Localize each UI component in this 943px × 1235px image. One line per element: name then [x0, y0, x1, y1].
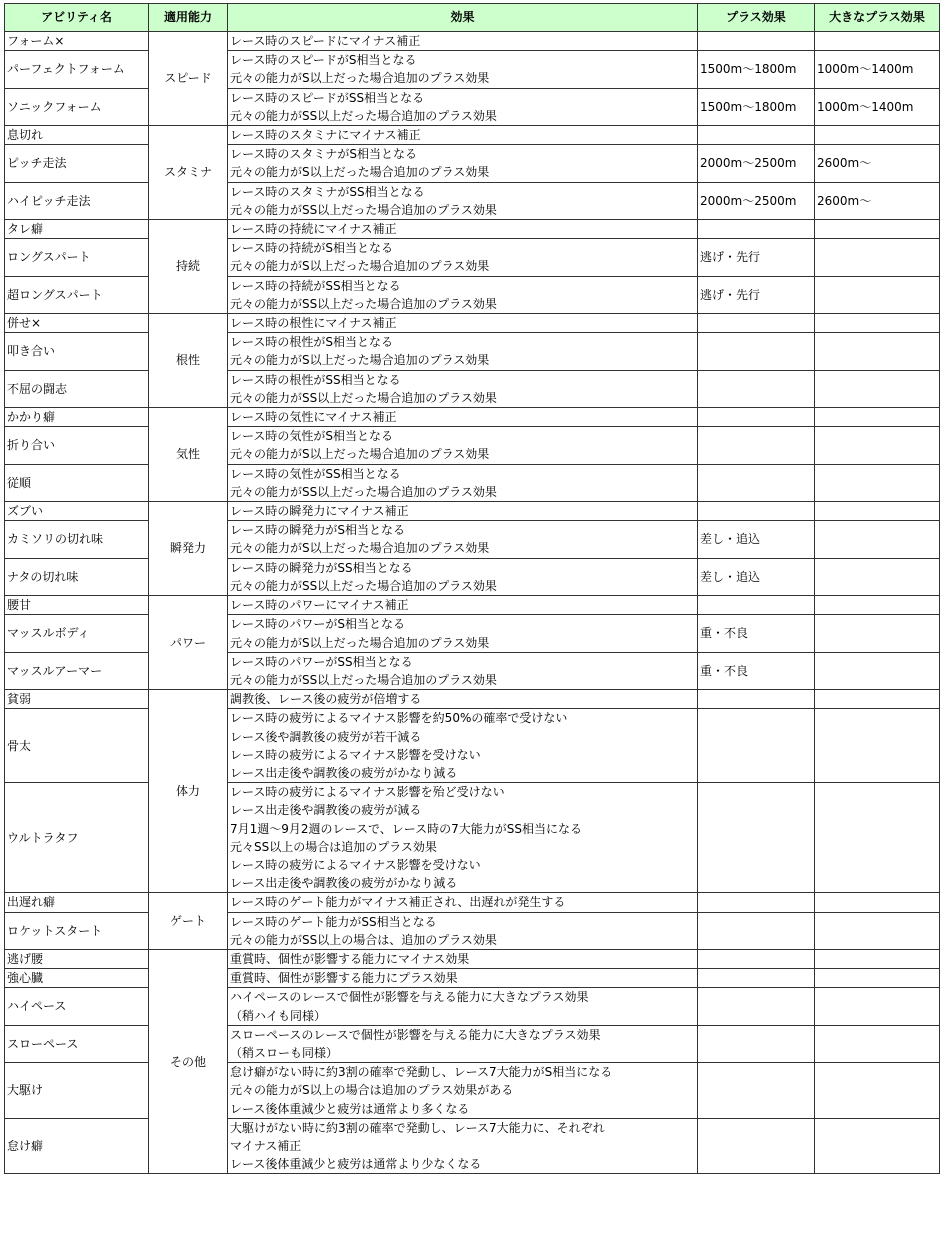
effect-text: レース時のゲート能力がSS相当となる 元々の能力がSS以上の場合は、追加のプラス効果 — [228, 912, 698, 949]
table-row — [5, 276, 940, 313]
plus-effect: 差し・追込 — [698, 521, 815, 558]
applied-ability: 体力 — [149, 690, 228, 893]
table-row — [5, 596, 940, 615]
table-row — [5, 51, 940, 88]
effect-text: レース時のスタミナがSS相当となる 元々の能力がSS以上だった場合追加のプラス効果 — [228, 182, 698, 219]
ability-name: ソニックフォーム — [5, 88, 149, 125]
ability-name: 腰甘 — [5, 596, 149, 615]
big-plus-effect — [815, 558, 940, 595]
ability-name: パーフェクトフォーム — [5, 51, 149, 88]
big-plus-effect — [815, 1025, 940, 1062]
effect-text: レース時の疲労によるマイナス影響を約50%の確率で受けない レース後や調教後の疲労が若干減る レース時の疲労によるマイナス影響を受けない レース出走後や調教後の疲労がかなり減る — [228, 709, 698, 783]
table-row — [5, 502, 940, 521]
big-plus-effect: 2600m～ — [815, 145, 940, 182]
plus-effect — [698, 969, 815, 988]
table-row — [5, 912, 940, 949]
plus-effect — [698, 333, 815, 370]
ability-name: ウルトラタフ — [5, 783, 149, 893]
big-plus-effect: 1000m～1400m — [815, 88, 940, 125]
big-plus-effect — [815, 464, 940, 501]
table-row — [5, 464, 940, 501]
plus-effect — [698, 464, 815, 501]
table-row — [5, 709, 940, 783]
table-row — [5, 314, 940, 333]
big-plus-effect — [815, 709, 940, 783]
big-plus-effect — [815, 502, 940, 521]
big-plus-effect — [815, 239, 940, 276]
applied-ability: 瞬発力 — [149, 502, 228, 596]
ability-name: ロングスパート — [5, 239, 149, 276]
table-row — [5, 182, 940, 219]
big-plus-effect — [815, 220, 940, 239]
table-row — [5, 949, 940, 968]
plus-effect — [698, 1118, 815, 1174]
big-plus-effect — [815, 32, 940, 51]
table-row — [5, 239, 940, 276]
ability-name: マッスルアーマー — [5, 652, 149, 689]
big-plus-effect — [815, 370, 940, 407]
effect-text: レース時のパワーにマイナス補正 — [228, 596, 698, 615]
table-row — [5, 1063, 940, 1119]
effect-text: 大駆けがない時に約3割の確率で発動し、レース7大能力に、それぞれ マイナス補正 レース後体重減少と疲労は通常より少なくなる — [228, 1118, 698, 1174]
ability-name: 大駆け — [5, 1063, 149, 1119]
ability-name: ズブい — [5, 502, 149, 521]
plus-effect: 2000m～2500m — [698, 145, 815, 182]
applied-ability: スタミナ — [149, 126, 228, 220]
plus-effect — [698, 893, 815, 912]
ability-name: フォーム× — [5, 32, 149, 51]
table-row — [5, 615, 940, 652]
big-plus-effect — [815, 783, 940, 893]
effect-text: 調教後、レース後の疲労が倍増する — [228, 690, 698, 709]
plus-effect — [698, 370, 815, 407]
table-row — [5, 145, 940, 182]
big-plus-effect — [815, 596, 940, 615]
effect-text: レース時のスピードがS相当となる 元々の能力がS以上だった場合追加のプラス効果 — [228, 51, 698, 88]
header-row — [5, 4, 940, 32]
big-plus-effect — [815, 615, 940, 652]
effect-text: レース時の根性がSS相当となる 元々の能力がSS以上だった場合追加のプラス効果 — [228, 370, 698, 407]
plus-effect — [698, 1063, 815, 1119]
table-row — [5, 690, 940, 709]
plus-effect — [698, 709, 815, 783]
plus-effect — [698, 126, 815, 145]
effect-text: レース時の気性がS相当となる 元々の能力がS以上だった場合追加のプラス効果 — [228, 427, 698, 464]
plus-effect — [698, 408, 815, 427]
ability-name: 出遅れ癖 — [5, 893, 149, 912]
ability-name: ロケットスタート — [5, 912, 149, 949]
applied-ability: パワー — [149, 596, 228, 690]
effect-text: レース時の瞬発力にマイナス補正 — [228, 502, 698, 521]
table-row — [5, 988, 940, 1025]
effect-text: 重賞時、個性が影響する能力にマイナス効果 — [228, 949, 698, 968]
plus-effect: 1500m～1800m — [698, 51, 815, 88]
big-plus-effect: 2600m～ — [815, 182, 940, 219]
big-plus-effect — [815, 333, 940, 370]
applied-ability: スピード — [149, 32, 228, 126]
ability-name: ナタの切れ味 — [5, 558, 149, 595]
effect-text: レース時のパワーがSS相当となる 元々の能力がSS以上だった場合追加のプラス効果 — [228, 652, 698, 689]
table-row — [5, 427, 940, 464]
ability-rows — [5, 32, 940, 1174]
effect-text: レース時のスタミナがS相当となる 元々の能力がS以上だった場合追加のプラス効果 — [228, 145, 698, 182]
ability-name: 併せ× — [5, 314, 149, 333]
table-row — [5, 88, 940, 125]
header-effect: 効果 — [228, 4, 698, 32]
header-applied-ability: 適用能力 — [149, 4, 228, 32]
effect-text: レース時のスピードにマイナス補正 — [228, 32, 698, 51]
applied-ability: 持続 — [149, 220, 228, 314]
big-plus-effect — [815, 126, 940, 145]
table-row — [5, 126, 940, 145]
applied-ability: 気性 — [149, 408, 228, 502]
effect-text: レース時のゲート能力がマイナス補正され、出遅れが発生する — [228, 893, 698, 912]
big-plus-effect — [815, 427, 940, 464]
effect-text: レース時の疲労によるマイナス影響を殆ど受けない レース出走後や調教後の疲労が減る 7月1週～9月2週のレースで、レース時の7大能力がSS相当になる 元々SS以上の場合は追加のプラス効果 レース時の疲労によるマイナス影響を受けない レース出走後や調教後の疲労がかなり減る — [228, 783, 698, 893]
ability-name: ピッチ走法 — [5, 145, 149, 182]
plus-effect — [698, 220, 815, 239]
ability-name: 折り合い — [5, 427, 149, 464]
plus-effect: 2000m～2500m — [698, 182, 815, 219]
plus-effect: 重・不良 — [698, 615, 815, 652]
effect-text: レース時の持続にマイナス補正 — [228, 220, 698, 239]
effect-text: 重賞時、個性が影響する能力にプラス効果 — [228, 969, 698, 988]
effect-text: スローペースのレースで個性が影響を与える能力に大きなプラス効果 （稍スローも同様） — [228, 1025, 698, 1062]
big-plus-effect — [815, 969, 940, 988]
table-row — [5, 652, 940, 689]
big-plus-effect — [815, 408, 940, 427]
plus-effect: 重・不良 — [698, 652, 815, 689]
header-plus-effect: プラス効果 — [698, 4, 815, 32]
big-plus-effect — [815, 652, 940, 689]
ability-name: マッスルボディ — [5, 615, 149, 652]
table-row — [5, 1118, 940, 1174]
ability-name: 骨太 — [5, 709, 149, 783]
effect-text: レース時の瞬発力がSS相当となる 元々の能力がSS以上だった場合追加のプラス効果 — [228, 558, 698, 595]
ability-name: 息切れ — [5, 126, 149, 145]
effect-text: レース時の持続がS相当となる 元々の能力がS以上だった場合追加のプラス効果 — [228, 239, 698, 276]
ability-name: かかり癖 — [5, 408, 149, 427]
big-plus-effect — [815, 1118, 940, 1174]
effect-text: レース時の瞬発力がS相当となる 元々の能力がS以上だった場合追加のプラス効果 — [228, 521, 698, 558]
plus-effect — [698, 427, 815, 464]
table-row — [5, 333, 940, 370]
plus-effect — [698, 988, 815, 1025]
table-row — [5, 558, 940, 595]
plus-effect — [698, 596, 815, 615]
effect-text: 怠け癖がない時に約3割の確率で発動し、レース7大能力がS相当になる 元々の能力がS以上の場合は追加のプラス効果がある レース後体重減少と疲労は通常より多くなる — [228, 1063, 698, 1119]
big-plus-effect — [815, 1063, 940, 1119]
table-row — [5, 783, 940, 893]
applied-ability: ゲート — [149, 893, 228, 950]
plus-effect — [698, 949, 815, 968]
ability-name: 叩き合い — [5, 333, 149, 370]
plus-effect — [698, 912, 815, 949]
ability-name: ハイペース — [5, 988, 149, 1025]
big-plus-effect — [815, 893, 940, 912]
effect-text: レース時のパワーがS相当となる 元々の能力がS以上だった場合追加のプラス効果 — [228, 615, 698, 652]
table-row — [5, 893, 940, 912]
effect-text: レース時の気性にマイナス補正 — [228, 408, 698, 427]
effect-text: ハイペースのレースで個性が影響を与える能力に大きなプラス効果 （稍ハイも同様） — [228, 988, 698, 1025]
table-row — [5, 220, 940, 239]
big-plus-effect — [815, 314, 940, 333]
big-plus-effect — [815, 949, 940, 968]
big-plus-effect — [815, 521, 940, 558]
ability-name: 従順 — [5, 464, 149, 501]
effect-text: レース時の根性にマイナス補正 — [228, 314, 698, 333]
effect-text: レース時の根性がS相当となる 元々の能力がS以上だった場合追加のプラス効果 — [228, 333, 698, 370]
ability-name: 貧弱 — [5, 690, 149, 709]
table-row — [5, 969, 940, 988]
ability-table — [4, 3, 940, 1174]
ability-name: スローペース — [5, 1025, 149, 1062]
applied-ability: 根性 — [149, 314, 228, 408]
big-plus-effect — [815, 276, 940, 313]
plus-effect — [698, 690, 815, 709]
effect-text: レース時の気性がSS相当となる 元々の能力がSS以上だった場合追加のプラス効果 — [228, 464, 698, 501]
table-row — [5, 521, 940, 558]
plus-effect: 逃げ・先行 — [698, 239, 815, 276]
plus-effect — [698, 32, 815, 51]
effect-text: レース時のスタミナにマイナス補正 — [228, 126, 698, 145]
table-row — [5, 32, 940, 51]
ability-name: 怠け癖 — [5, 1118, 149, 1174]
plus-effect: 差し・追込 — [698, 558, 815, 595]
header-ability-name: アビリティ名 — [5, 4, 149, 32]
plus-effect — [698, 1025, 815, 1062]
ability-name: 不屈の闘志 — [5, 370, 149, 407]
table-row — [5, 1025, 940, 1062]
big-plus-effect — [815, 988, 940, 1025]
big-plus-effect — [815, 912, 940, 949]
ability-name: ハイピッチ走法 — [5, 182, 149, 219]
big-plus-effect: 1000m～1400m — [815, 51, 940, 88]
table-row — [5, 370, 940, 407]
plus-effect — [698, 502, 815, 521]
big-plus-effect — [815, 690, 940, 709]
ability-name: 超ロングスパート — [5, 276, 149, 313]
plus-effect — [698, 783, 815, 893]
applied-ability: その他 — [149, 949, 228, 1173]
table-row — [5, 408, 940, 427]
ability-name: 逃げ腰 — [5, 949, 149, 968]
effect-text: レース時のスピードがSS相当となる 元々の能力がSS以上だった場合追加のプラス効果 — [228, 88, 698, 125]
ability-name: タレ癖 — [5, 220, 149, 239]
plus-effect — [698, 314, 815, 333]
header-big-plus-effect: 大きなプラス効果 — [815, 4, 940, 32]
plus-effect: 逃げ・先行 — [698, 276, 815, 313]
ability-name: カミソリの切れ味 — [5, 521, 149, 558]
ability-name: 強心臓 — [5, 969, 149, 988]
effect-text: レース時の持続がSS相当となる 元々の能力がSS以上だった場合追加のプラス効果 — [228, 276, 698, 313]
plus-effect: 1500m～1800m — [698, 88, 815, 125]
